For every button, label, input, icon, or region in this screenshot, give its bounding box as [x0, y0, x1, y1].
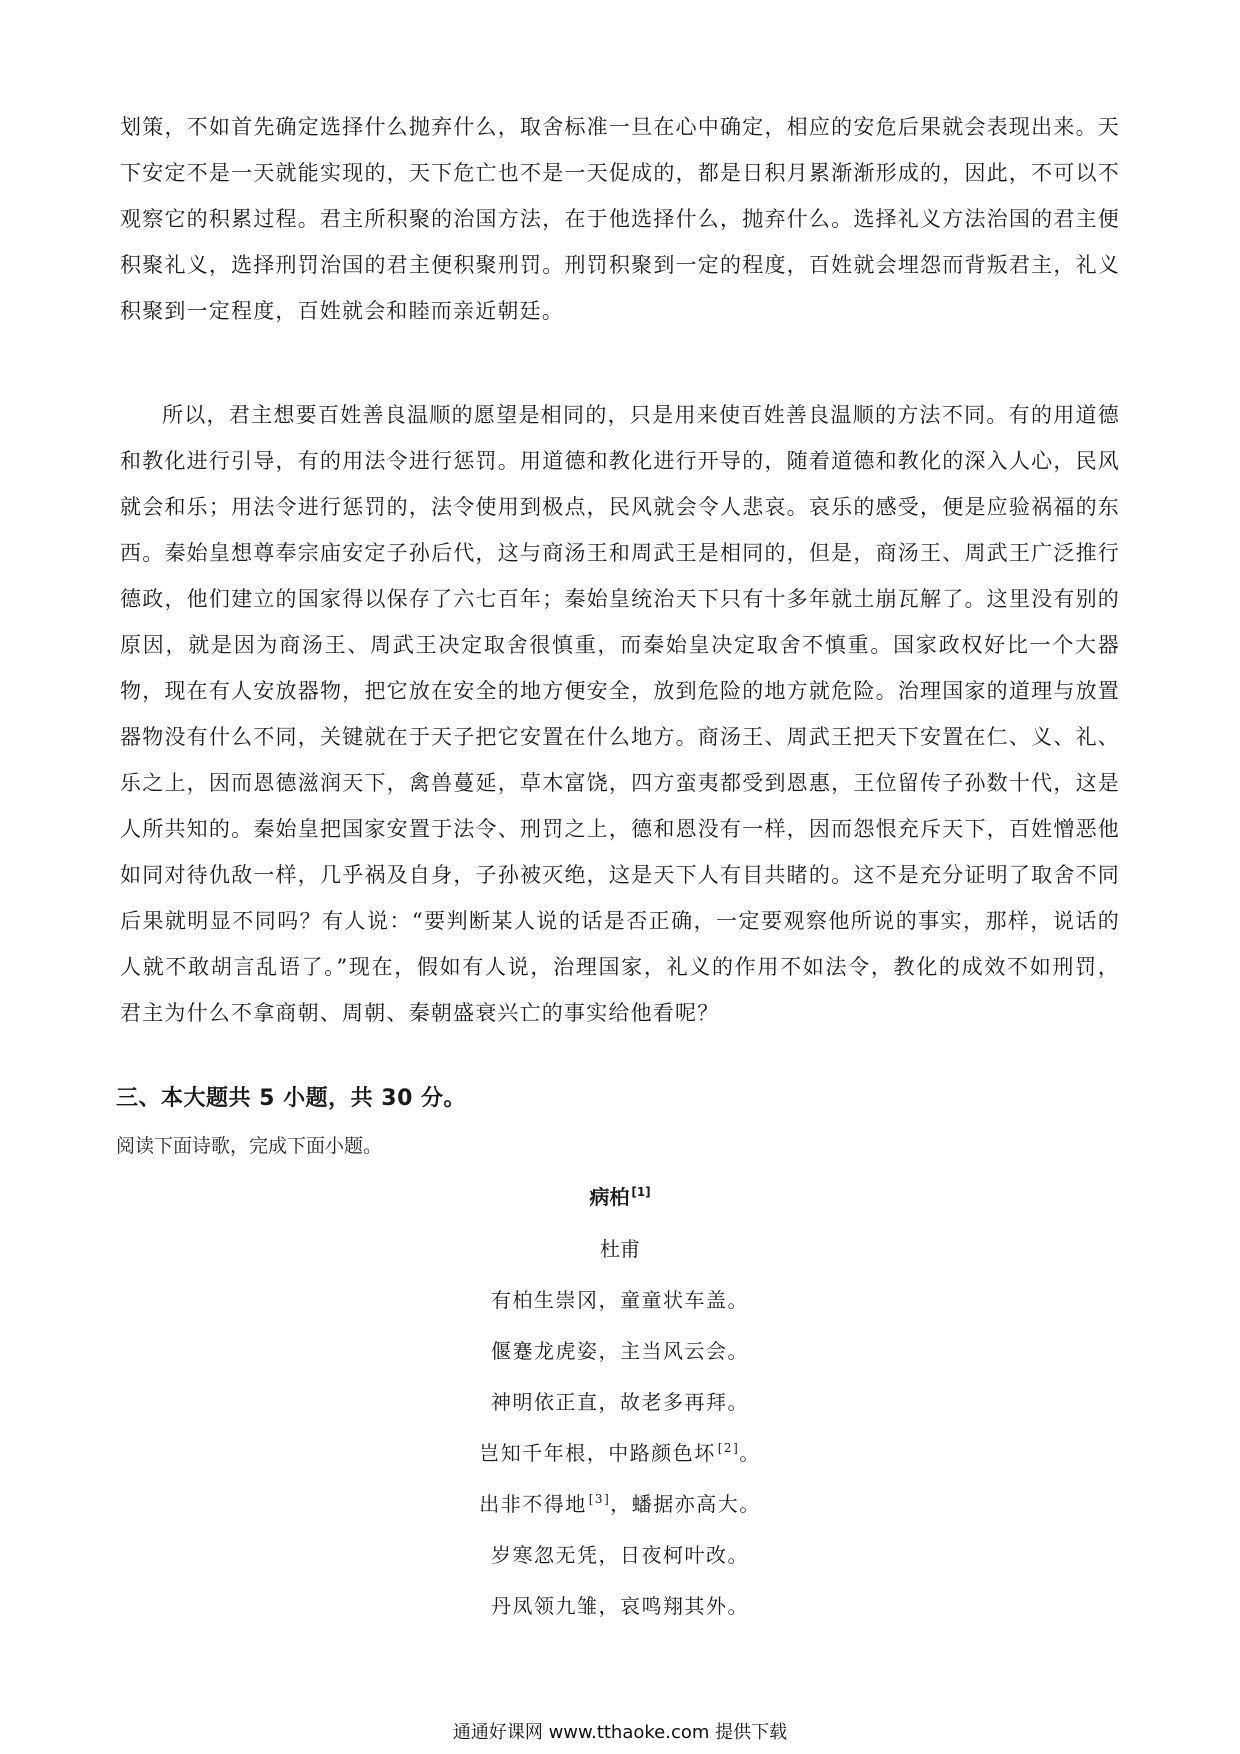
poem-line [0, 1581, 1240, 1632]
page-footer: 通通好课网 www.tthaoke.com 提供下载 [452, 1722, 788, 1743]
poem-line [0, 1530, 1240, 1581]
reading-instruction: 阅读下面诗歌，完成下面小题。 [116, 1135, 383, 1157]
poem-title-text: 病柏 [589, 1185, 630, 1209]
poem-line [0, 1377, 1240, 1428]
poem-author: 杜甫 [600, 1237, 640, 1261]
poem-title-footnote-marker: [1] [631, 1185, 651, 1200]
paragraph-1: 划策，不如首先确定选择什么抛弃什么，取舍标准一旦在心中确定，相应的安危后果就会表现出来。天下安定不是一天就能实现的，天下危亡也不是一天促成的，都是日积月累渐渐形成的，因此，不可以不观察它的积累过程。君主所积聚的治国方法，在于他选择什么，抛弃什么。选择礼义方法治国的君主便积聚礼义，选择刑罚治国的君主便积聚刑罚。刑罚积聚到一定的程度，百姓就会埋怨而背叛君主，礼义积聚到一定程度，百姓就会和睦而亲近朝廷。 [120, 115, 1120, 323]
poem-line [0, 1479, 1240, 1530]
poem-line [0, 1326, 1240, 1377]
poem-line-text: 有柏生崇冈，童童状车盖。 [491, 1288, 749, 1312]
section-heading: 三、本大题共 5 小题，共 30 分。 [116, 1086, 467, 1111]
poem-footnote-marker: [3] [588, 1492, 611, 1507]
poem-line-tail: 。 [739, 1441, 761, 1465]
poem-line-text: 岁寒忽无凭，日夜柯叶改。 [491, 1543, 749, 1567]
poem [0, 1175, 1240, 1632]
poem-line-text: 岂知千年根，中路颜色坏 [479, 1441, 716, 1465]
poem-title [0, 1175, 1240, 1219]
poem-line-tail: ，蟠据亦高大。 [610, 1492, 761, 1516]
poem-line-text: 出非不得地 [479, 1492, 587, 1516]
poem-line-text: 神明依正直，故老多再拜。 [491, 1390, 749, 1414]
poem-line [0, 1428, 1240, 1479]
poem-line-text: 偃蹇龙虎姿，主当风云会。 [491, 1339, 749, 1363]
paragraph-2: 所以，君主想要百姓善良温顺的愿望是相同的，只是用来使百姓善良温顺的方法不同。有的用道德和教化进行引导，有的用法令进行惩罚。用道德和教化进行开导的，随着道德和教化的深入人心，民风就会和乐；用法令进行惩罚的，法令使用到极点，民风就会令人悲哀。哀乐的感受，便是应验祸福的东西。秦始皇想尊奉宗庙安定子孙后代，这与商汤王和周武王是相同的，但是，商汤王、周武王广泛推行德政，他们建立的国家得以保存了六七百年；秦始皇统治天下只有十多年就土崩瓦解了。这里没有别的原因，就是因为商汤王、周武王决定取舍很慎重，而秦始皇决定取舍不慎重。国家政权好比一个大器物，现在有人安放器物，把它放在安全的地方便安全，放到危险的地方就危险。治理国家的道理与放置器物没有什么不同，关键就在于天子把它安置在什么地方。商汤王、周武王把天下安置在仁、义、礼、乐之上，因而恩德滋润天下，禽兽蔓延，草木富饶，四方蛮夷都受到恩惠，王位留传子孙数十代，这是人所共知的。秦始皇把国家安置于法令、刑罚之上，德和恩没有一样，因而怨恨充斥天下，百姓憎恶他如同对待仇敌一样，几乎祸及自身，子孙被灭绝，这是天下人有目共睹的。这不是充分证明了取舍不同后果就明显不同吗？有人说：“要判断某人说的话是否正确，一定要观察他所说的事实，那样，说话的人就不敢胡言乱语了。”现在，假如有人说，治理国家，礼义的作用不如法令，教化的成效不如刑罚，君主为什么不拿商朝、周朝、秦朝盛衰兴亡的事实给他看呢？ [120, 403, 1120, 1025]
poem-footnote-marker: [2] [717, 1441, 740, 1456]
poem-line-text: 丹凤领九雏，哀鸣翔其外。 [491, 1594, 749, 1618]
poem-line [0, 1275, 1240, 1326]
